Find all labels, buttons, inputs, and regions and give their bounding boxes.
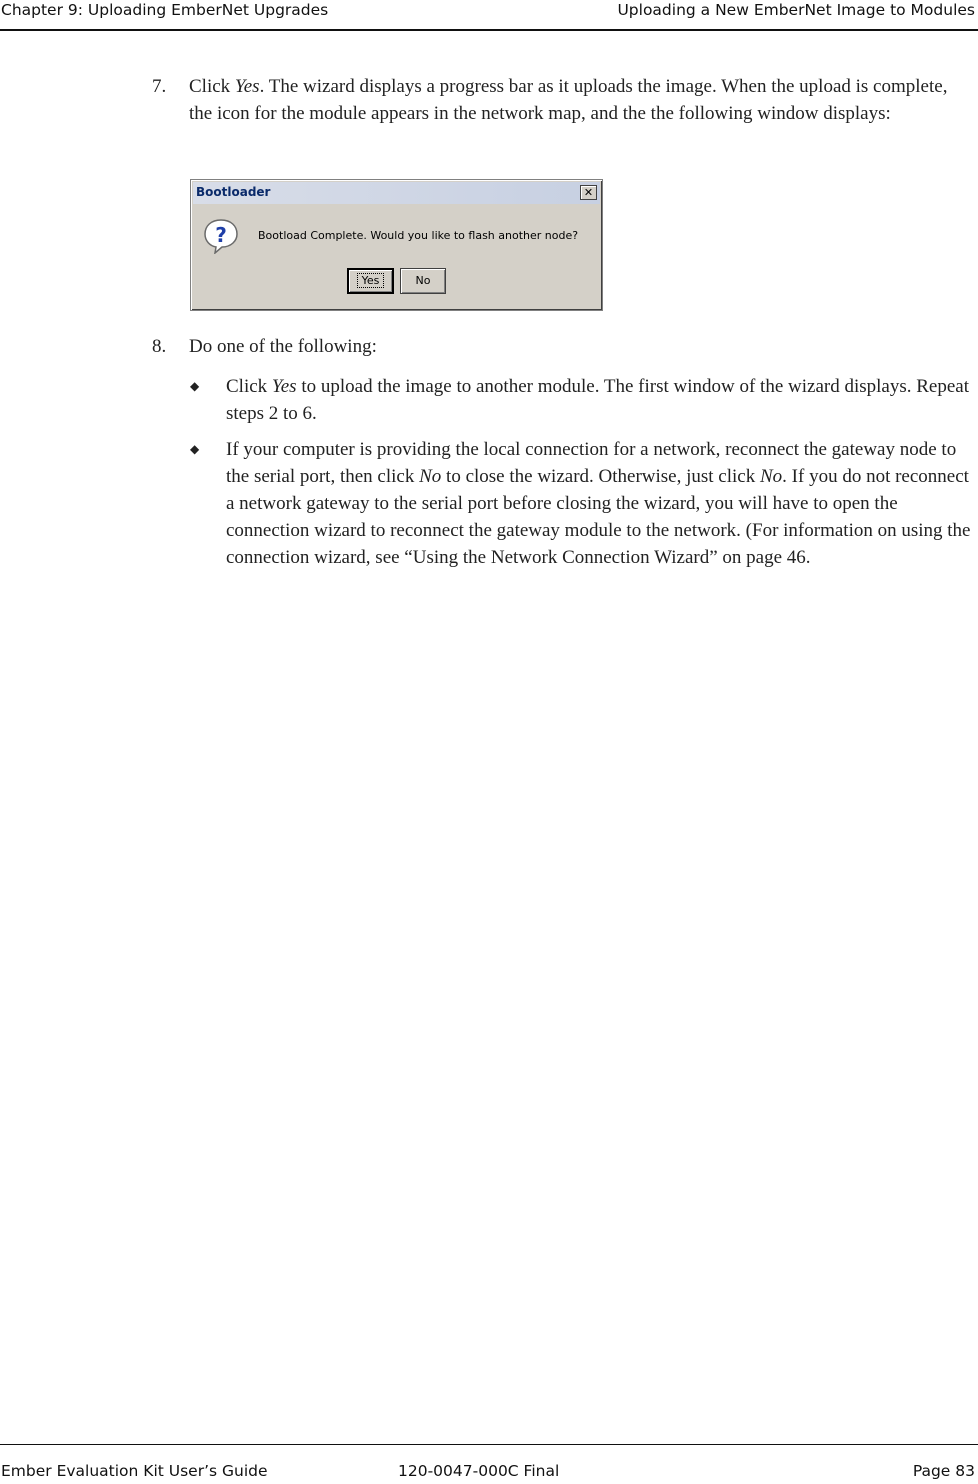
bullet-text	[226, 373, 978, 427]
yes-term: Yes	[234, 76, 260, 97]
dialog-title: Bootloader	[196, 185, 271, 199]
bootloader-dialog	[190, 179, 603, 311]
yes-term: Yes	[271, 376, 297, 397]
close-button[interactable]: ✕	[580, 185, 597, 200]
bullet-body: If your computer is providing the local connection for a network, reconnect the gateway node to the serial port, then click	[226, 439, 957, 487]
no-term: No	[759, 466, 783, 487]
yes-button-label: Yes	[358, 274, 384, 287]
chapter-title: Chapter 9: Uploading EmberNet Upgrades	[1, 1, 329, 19]
diamond-bullet-icon: ◆	[190, 442, 200, 456]
step-number: 7.	[152, 76, 167, 97]
bullet-body: . If you do not reconnect a network gateway to the serial port before closing the wizard, you will have to open the connection wizard to reconnect the gateway module to the network. (For information on using the connection wizard, see “Using the Network Connection Wizard” on page 46.	[226, 466, 971, 568]
page-footer	[0, 1444, 978, 1484]
diamond-bullet-icon: ◆	[190, 379, 200, 393]
question-icon	[203, 218, 239, 254]
dialog-message: Bootload Complete. Would you like to flash another node?	[258, 229, 579, 242]
page-header	[0, 0, 978, 31]
page-number: Page 83	[912, 1462, 975, 1480]
yes-button[interactable]	[347, 268, 394, 294]
step-body: . The wizard displays a progress bar as it uploads the image. When the upload is complete, the icon for the module appears in the network map, and the the following window displays:	[189, 76, 948, 124]
bullet-body: to close the wizard. Otherwise, just click	[441, 466, 760, 487]
svg-text:?: ?	[215, 223, 227, 247]
section-title: Uploading a New EmberNet Image to Modules	[617, 1, 975, 19]
bullet-text	[226, 436, 978, 571]
bullet-body: to upload the image to another module. The first window of the wizard displays. Repeat steps 2 to 6.	[226, 376, 969, 424]
click-word: Click	[189, 76, 231, 97]
document-number: 120-0047-000C Final	[398, 1462, 560, 1480]
no-button[interactable]: No	[400, 268, 446, 294]
step-number: 8.	[152, 336, 167, 357]
step-text	[189, 73, 975, 127]
no-term: No	[419, 466, 442, 487]
click-word: Click	[226, 376, 268, 397]
step-text: Do one of the following:	[189, 336, 377, 357]
guide-title: Ember Evaluation Kit User’s Guide	[1, 1462, 268, 1480]
dialog-titlebar	[193, 182, 600, 204]
